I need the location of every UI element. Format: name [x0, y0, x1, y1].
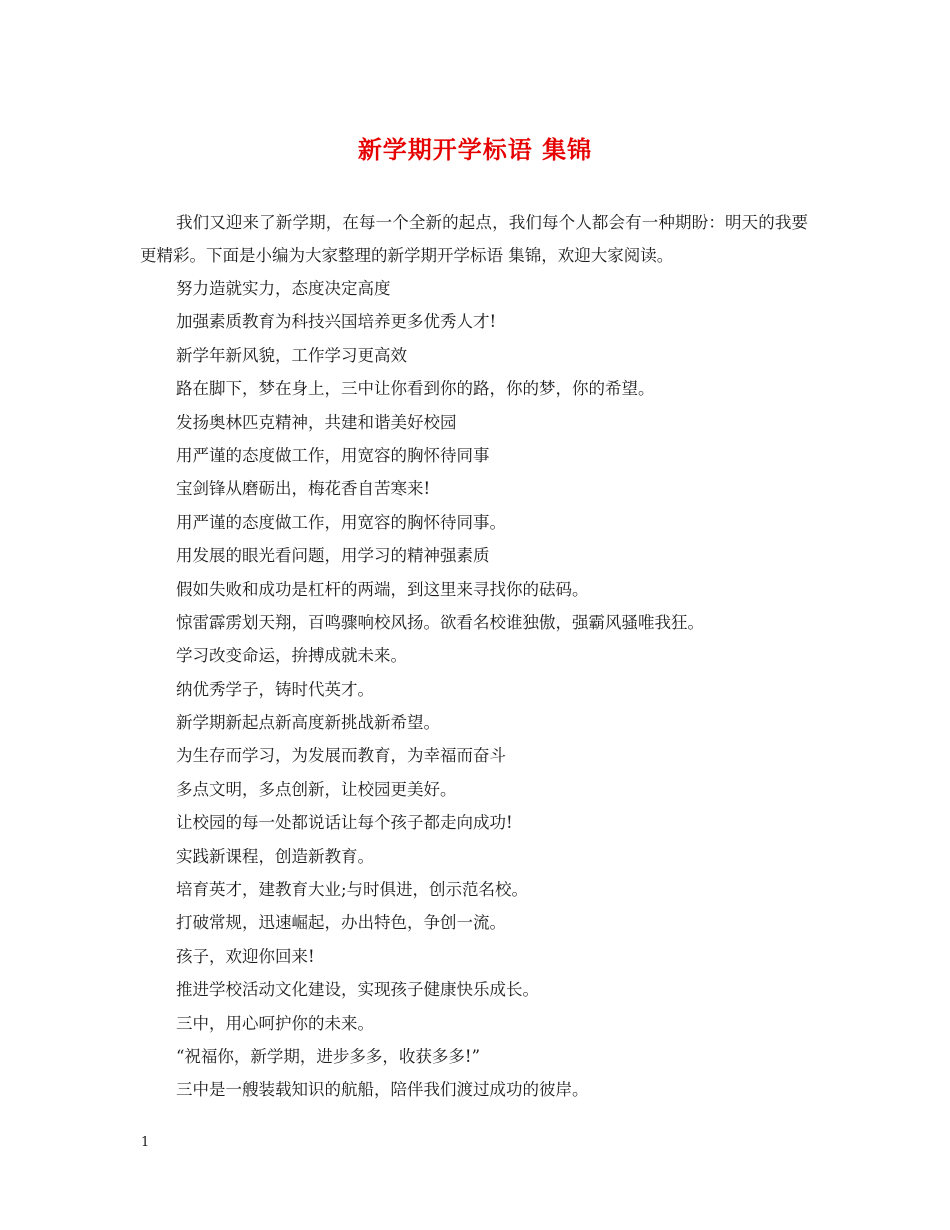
slogan-line: 打破常规，迅速崛起，办出特色，争创一流。 [176, 913, 506, 933]
slogan-list [176, 272, 816, 1107]
slogan-line: 用严谨的态度做工作，用宽容的胸怀待同事。 [176, 512, 506, 532]
slogan-line: 推进学校活动文化建设，实现孩子健康快乐成长。 [176, 980, 539, 1000]
slogan-line: 三中，用心呵护你的未来。 [176, 1013, 374, 1033]
slogan-line: 路在脚下，梦在身上，三中让你看到你的路，你的梦，你的希望。 [176, 379, 655, 399]
page-title: 新学期开学标语 集锦 [357, 135, 593, 164]
slogan-line: 多点文明，多点创新，让校园更美好。 [176, 779, 457, 799]
slogan-line: 用严谨的态度做工作，用宽容的胸怀待同事 [176, 445, 490, 465]
slogan-line: 用发展的眼光看问题，用学习的精神强素质 [176, 546, 490, 566]
slogan-line: 宝剑锋从磨砺出，梅花香自苦寒来! [176, 479, 431, 499]
slogan-line: 纳优秀学子，铸时代英才。 [176, 679, 374, 699]
slogan-line: 新学年新风貌，工作学习更高效 [176, 345, 407, 365]
slogan-line: 培育英才，建教育大业;与时俱进，创示范名校。 [176, 880, 529, 900]
slogan-line: 新学期新起点新高度新挑战新希望。 [176, 713, 440, 733]
slogan-line: 努力造就实力，态度决定高度 [176, 279, 391, 298]
slogan-line: 实践新课程，创造新教育。 [176, 846, 374, 866]
slogan-line: 让校园的每一处都说话让每个孩子都走向成功! [176, 813, 513, 833]
slogan-line: 加强素质教育为科技兴国培养更多优秀人才! [176, 312, 497, 332]
intro-paragraph: 我们又迎来了新学期，在每一个全新的起点，我们每个人都会有一种期盼：明天的我要更精彩。下面是小编为大家整理的新学期开学标语 集锦，欢迎大家阅读。 [140, 213, 808, 265]
slogan-line: 学习改变命运，拚搏成就未来。 [176, 646, 407, 666]
slogan-line: 孩子，欢迎你回来! [176, 946, 315, 966]
page-number: 1 [141, 1135, 150, 1150]
slogan-line: 发扬奥林匹克精神，共建和谐美好校园 [176, 412, 457, 432]
slogan-line: 惊雷霹雳划天翔，百鸣骤响校风扬。欲看名校谁独傲，强霸风骚唯我狂。 [176, 612, 704, 632]
slogan-line: 假如失败和成功是杠杆的两端，到这里来寻找你的砝码。 [176, 579, 589, 599]
slogan-line: 为生存而学习，为发展而教育，为幸福而奋斗 [176, 746, 506, 766]
slogan-line: “祝福你，新学期，进步多多，收获多多!” [176, 1046, 481, 1066]
slogan-line: 三中是一艘装载知识的航船，陪伴我们渡过成功的彼岸。 [176, 1080, 589, 1100]
